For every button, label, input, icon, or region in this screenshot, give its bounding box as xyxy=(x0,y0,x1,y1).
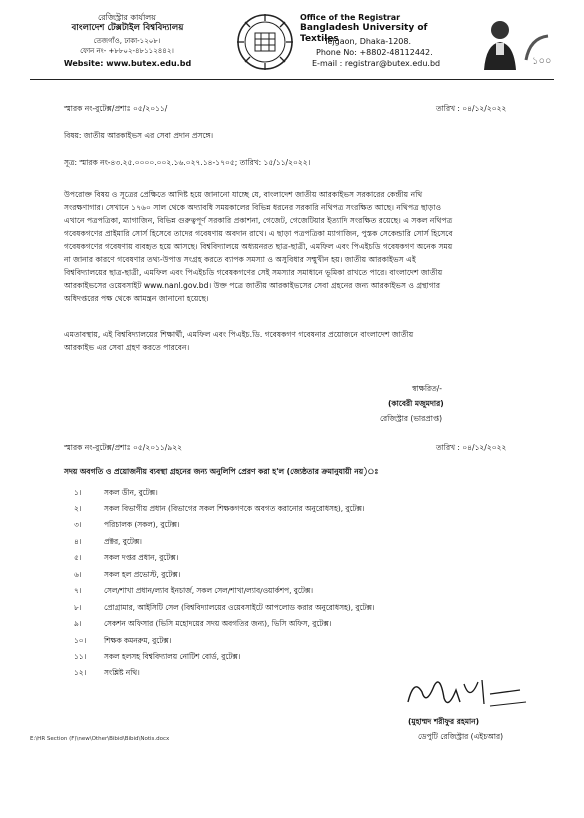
svg-text:১০০: ১০০ xyxy=(532,56,552,67)
signed-mark: স্বাক্ষরিত/- xyxy=(412,384,442,393)
bn-address: তেজগাঁও, ঢাকা-১২০৮। xyxy=(93,37,161,45)
list-text: সকল হল প্রভোস্ট, বুটেক্স। xyxy=(104,570,181,579)
en-email[interactable]: E-mail : registrar@butex.edu.bd xyxy=(312,59,441,68)
list-text: শিক্ষক কমনরুম, বুটেক্স। xyxy=(104,636,172,645)
list-item xyxy=(74,520,544,536)
memo-source: সূত্র: স্মারক নং-৪৩.২৫.০০০০.০০২.১৬.০২৭.১৪-১৭০৫; তারিখ: ১৫/১১/২০২২। xyxy=(64,158,311,167)
list-number: ৯। xyxy=(74,619,82,628)
list-number: ৭। xyxy=(74,586,82,595)
mujib-borsho-logo-icon xyxy=(520,30,554,68)
list-item xyxy=(74,537,544,553)
list-text: পরিচালক (সকল), বুটেক্স। xyxy=(104,520,180,529)
header-divider xyxy=(30,79,554,80)
body-line: এখানে পত্রপত্রিকা, ম্যাগাজিন, বিভিন্ন গুরুত্বপূর্ণ সরকারি প্রকাশনা, গেজেট, গেজেটিয়ার ইত্যাদি সংরক্ষিত রয়েছে। এ সকল নথিপত্র xyxy=(64,216,453,225)
memo-subject: বিষয়: জাতীয় আরকাইভস এর সেবা প্রদান প্রসঙ্গে। xyxy=(64,131,214,140)
body-line: আরকাইভসের ওয়েবসাইট www.nanl.gov.bd। উক্ত পত্রে জাতীয় আরকাইভসের সেবা গ্রহনের জন্য আরকাইভস ও গ্রন্থাগার xyxy=(64,281,441,290)
conclusion-line: এমতাবস্থায়, এই বিশ্ববিদ্যালয়ের শিক্ষার্থী, এমফিল এবং পিএইচ.ডি. গবেষকগণ গবেষনার প্রয়োজনে বাংলাদেশ জাতীয় xyxy=(64,330,414,339)
list-item xyxy=(74,586,544,602)
portrait-image xyxy=(480,16,520,70)
list-item xyxy=(74,553,544,569)
list-text: সেল/শাখা প্রধান/ল্যাব ইনচার্জ, সকল সেল/শাখা/ল্যাব/ওয়ার্কশপ, বুটেক্স। xyxy=(104,586,313,595)
bn-phone: ফোন নং- +৮৮০২-৪৮১১২৪৪২। xyxy=(80,47,174,55)
list-item xyxy=(74,570,544,586)
body-line: গবেষকগণের প্রাইমারি সোর্স হিসেবে তাদের গবেষণায় অবদান রাখে। এ ছাড়া পত্রপত্রিকা ম্যাগাজিন, পুস্তক সেকেন্ডারি সোর্স হিসেবে xyxy=(64,229,453,238)
deputy-registrar-name: (মুহাম্মদ শরীফুর রহমান) xyxy=(408,717,480,726)
list-number: ৬। xyxy=(74,570,82,579)
list-number: ১১। xyxy=(74,652,87,661)
body-line: বিশ্ববিদ্যালয়ের ছাত্র-ছাত্রী, এমফিল এবং পিএইচডি গবেষকগণের সেই সমস্যার সমাধানে ভূমিকা রাখতে পারে। বাংলাদেশ জাতীয় xyxy=(64,268,443,277)
memo-date: তারিখ : ০৪/১২/২০২২ xyxy=(436,104,507,113)
memo-body xyxy=(64,188,550,305)
list-item xyxy=(74,488,544,504)
copy-date: তারিখ : ০৪/১২/২০২২ xyxy=(436,443,507,452)
list-text: সকল বিভাগীয় প্রধান (বিভাগের সকল শিক্ষকগণকে অবগত করানোর অনুরোধসহ), বুটেক্স। xyxy=(104,504,365,513)
university-seal-icon xyxy=(236,10,294,74)
en-phone: Phone No: +8802-48112442. xyxy=(316,48,433,57)
website-link[interactable]: Website: www.butex.edu.bd xyxy=(63,59,192,68)
list-text: প্রোগ্রামার, আইসিটি সেল (বিশ্ববিদ্যালয়ের ওয়েবসাইটে আপলোড করার অনুরোধসহ), বুটেক্স। xyxy=(104,603,375,612)
list-number: ৮। xyxy=(74,603,82,612)
body-line: সংরক্ষণাগার। সেখানে ১৭৬০ সাল থেকে অদ্যাবধি সময়কালের বিভিন্ন ধরনের সরকারি নথিপত্র সংরক্ষিত আছে। নথিপত্র ছাড়াও xyxy=(64,203,442,212)
memo-conclusion xyxy=(64,328,550,354)
list-number: ৫। xyxy=(74,553,82,562)
list-number: ২। xyxy=(74,504,82,513)
body-line: না জানার কারণে গবেষণার তথ্য-উপাত্ত সংগ্রহ করতে ব্যাপক সমস্যা ও অসুবিধার সম্মুখীন হয়। জাতীয় আরকাইভস এই xyxy=(64,255,416,264)
copy-reference: স্মারক নং-বুটেক্স/প্রশাঃ ০৫/২০১১/৯২২ xyxy=(64,443,182,452)
list-text: সংশ্লিষ্ট নথি। xyxy=(104,668,140,677)
copy-intro: সদয় অবগতি ও প্রয়োজনীয় ব্যবস্থা গ্রহনের জন্য অনুলিপি প্রেরণ করা হ'ল (জ্যেষ্ঠতার ক্রমানুযায়ী নয়)ঃ xyxy=(64,467,379,476)
list-text: সকল ডীন, বুটেক্স। xyxy=(104,488,158,497)
bn-office-title: রেজিস্ট্রার কার্যালয় xyxy=(98,13,156,22)
memo-reference: স্মারক নং-বুটেক্স/প্রশাঃ ০৫/২০১১/ xyxy=(64,104,168,113)
list-text: সেকশন অফিসার (ভিসি মহোদয়ের সদয় অবগতির জন্য), ভিসি অফিস, বুটেক্স। xyxy=(104,619,332,628)
list-item xyxy=(74,636,544,652)
registrar-title: রেজিস্ট্রার (ভারপ্রাপ্ত) xyxy=(380,414,443,423)
en-university-name: Bangladesh University of Textiles xyxy=(300,23,428,44)
list-number: ১০। xyxy=(74,636,87,645)
conclusion-line: আরকাইভ এর সেবা গ্রহণ করতে পারবেন। xyxy=(64,343,190,352)
en-address: Tejgaon, Dhaka-1208. xyxy=(324,37,412,46)
bn-university-name: বাংলাদেশ টেক্সটাইল বিশ্ববিদ্যালয় xyxy=(71,23,184,33)
handwritten-signature xyxy=(400,672,530,718)
list-text: প্রক্টর, বুটেক্স। xyxy=(104,537,142,546)
registrar-name: (কাবেরী মজুমদার) xyxy=(388,399,444,408)
list-item xyxy=(74,603,544,619)
list-text: সকল হলসহ বিশ্ববিদ্যালয় নোটিশ বোর্ড, বুটেক্স। xyxy=(104,652,241,661)
body-line: অধিদপ্তরের পক্ষ থেকে আমন্ত্রন জানানো হয়েছে। xyxy=(64,294,209,303)
deputy-registrar-title: ডেপুটি রেজিস্ট্রার (এইচআর) xyxy=(418,732,504,741)
body-line: গবেষকগণের গবেষণায় ব্যবহৃত হয়ে আসছে। বিশ্ববিদ্যালয়ে অধ্যয়নরত ছাত্র-ছাত্রী, এমফিল এবং পিএইচডি গবেষকগণ অনেক সময় xyxy=(64,242,453,251)
list-number: ৩। xyxy=(74,520,82,529)
list-item xyxy=(74,619,544,635)
body-line: উপরোক্ত বিষয় ও সূত্রের প্রেক্ষিতে আদিষ্ট হয়ে জানানো যাচ্ছে যে, বাংলাদেশ জাতীয় আরকাইভস সরকারের কেন্দ্রীয় নথি xyxy=(64,190,423,199)
list-number: ৪। xyxy=(74,537,82,546)
list-text: সকল দপ্তর প্রধান, বুটেক্স। xyxy=(104,553,179,562)
en-office-title: Office of the Registrar xyxy=(300,13,401,22)
file-path-footer: E:\HR Section (F)\new\Other\Bibid\Bibid\Notis.docx xyxy=(30,736,170,742)
list-number: ১। xyxy=(74,488,82,497)
list-number: ১২। xyxy=(74,668,87,677)
list-item xyxy=(74,652,544,668)
list-item xyxy=(74,504,544,520)
